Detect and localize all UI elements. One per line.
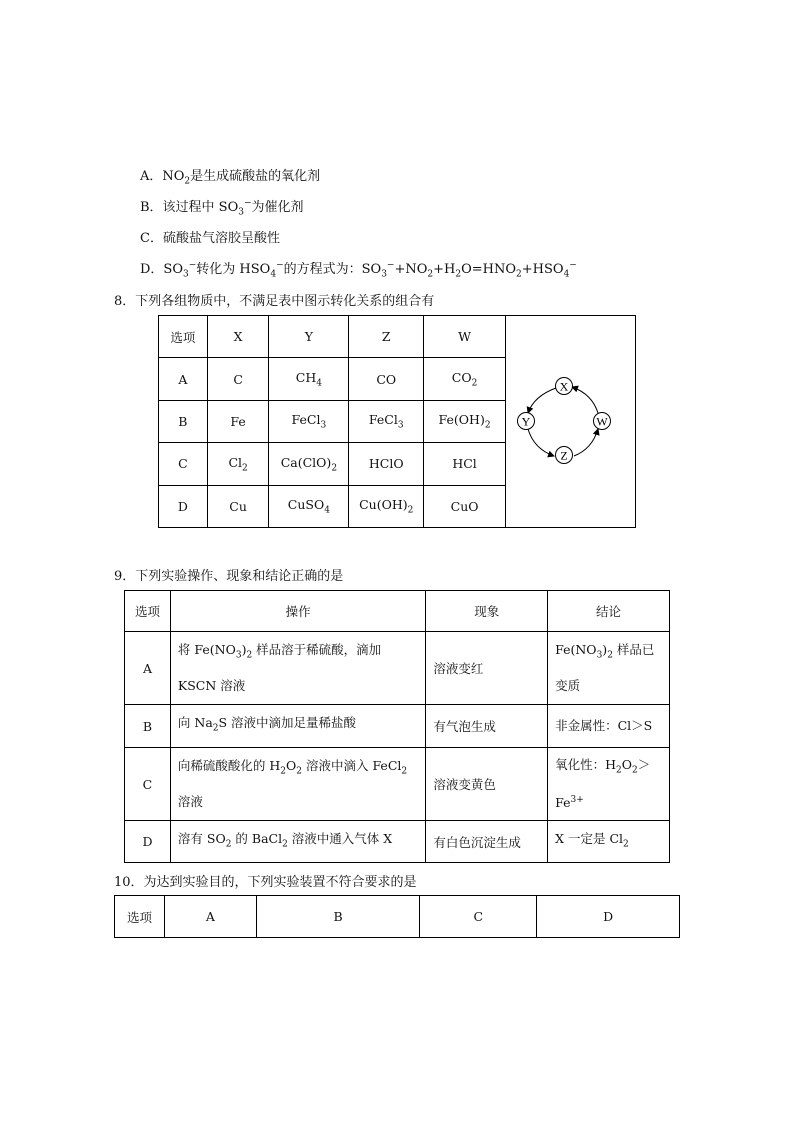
q9-cell: B (125, 705, 171, 748)
q8-table (158, 315, 636, 528)
q9-cell: 溶液变黄色 (426, 748, 548, 821)
cycle-diagram-cell (505, 316, 635, 528)
node-y (518, 413, 535, 430)
option-d: D．$SO_3^-$转化为 $HSO_4^-$的方程式为：$SO_3^-+NO_2+H_2O=HNO_2+HSO_4^-$ (140, 260, 577, 280)
q9-cell: X 一定是 $Cl_2$ (548, 821, 670, 863)
q9-row-d (125, 821, 670, 863)
q10-header-b: B (256, 896, 420, 938)
option-c: C．硫酸盐气溶胶呈酸性 (140, 231, 280, 246)
svg-text:W: W (596, 414, 609, 429)
q9-header-operation: 操作 (170, 591, 425, 632)
q9-cell: 氧化性：$H_2O_2>$ $Fe^{3+}$ (548, 748, 670, 821)
arrow-y-to-z (528, 429, 554, 456)
q9-cell: 溶有 $SO_2$ 的 BaCl$_2$ 溶液中通入气体 X (170, 821, 425, 863)
q9-cell: 溶液变红 (426, 632, 548, 705)
q8-cell: CuO (424, 485, 506, 527)
q8-cell: B (159, 400, 208, 442)
q9-cell: 将 $Fe(NO_3)_2$ 样品溶于稀硫酸，滴加 KSCN 溶液 (170, 632, 425, 705)
q9-row-a (125, 632, 670, 705)
q8-cell: A (159, 358, 208, 400)
q8-cell: $CH_4$ (269, 358, 349, 400)
q9-cell: $Fe(NO_3)_2$ 样品已 变质 (548, 632, 670, 705)
q9-cell: 有白色沉淀生成 (426, 821, 548, 863)
q8-cell: FeCl$_3$ (269, 400, 349, 442)
node-w (594, 413, 611, 430)
q10-header-option: 选项 (115, 896, 165, 938)
q8-header-x: X (207, 316, 269, 358)
question-9: 9．下列实验操作、现象和结论正确的是 (114, 569, 344, 584)
q8-header-option: 选项 (159, 316, 208, 358)
q9-header-option: 选项 (125, 591, 171, 632)
node-z (556, 447, 573, 464)
q8-header-w: W (424, 316, 506, 358)
q9-header-phenomenon: 现象 (426, 591, 548, 632)
q9-table (124, 590, 670, 863)
svg-text:Y: Y (522, 414, 531, 429)
q10-header-d: D (537, 896, 680, 938)
q9-cell: 有气泡生成 (426, 705, 548, 748)
q9-cell: A (125, 632, 171, 705)
q8-cell: $Ca(ClO)_2$ (269, 443, 349, 485)
option-a: A．$NO_2$是生成硫酸盐的氧化剂 (140, 169, 321, 187)
q8-cell: HClO (349, 443, 424, 485)
q9-row-b (125, 705, 670, 748)
q8-cell: $Cu(OH)_2$ (349, 485, 424, 527)
q9-row-c (125, 748, 670, 821)
q8-cell: HCl (424, 443, 506, 485)
q8-cell: C (159, 443, 208, 485)
q9-cell: 非金属性：Cl＞S (548, 705, 670, 748)
q9-header-conclusion: 结论 (548, 591, 670, 632)
q8-cell: C (207, 358, 269, 400)
q8-header-z: Z (349, 316, 424, 358)
arrow-z-to-w (574, 429, 598, 456)
q9-cell: 向 $Na_2S$ 溶液中滴加足量稀盐酸 (170, 705, 425, 748)
svg-text:Z: Z (560, 448, 569, 463)
node-x (556, 378, 573, 395)
option-b: B．该过程中 $SO_3^-$为催化剂 (140, 198, 304, 218)
arrow-x-to-y (528, 388, 556, 413)
q10-header-c: C (420, 896, 537, 938)
q9-cell: D (125, 821, 171, 863)
q8-cell: Fe (207, 400, 269, 442)
question-10: 10．为达到实验目的，下列实验装置不符合要求的是 (114, 875, 417, 890)
q9-cell: 向稀硫酸酸化的 $H_2O_2$ 溶液中滴入 FeCl$_2$ 溶液 (170, 748, 425, 821)
q8-cell: CO (349, 358, 424, 400)
q8-cell: $CO_2$ (424, 358, 506, 400)
q8-header-y: Y (269, 316, 349, 358)
q10-table (114, 895, 680, 938)
svg-text:X: X (560, 379, 569, 394)
q8-cell: Cu (207, 485, 269, 527)
q8-cell: $Fe(OH)_2$ (424, 400, 506, 442)
cycle-diagram (506, 316, 634, 524)
q10-header-a: A (164, 896, 256, 938)
q8-cell: FeCl$_3$ (349, 400, 424, 442)
q8-cell: CuSO$_4$ (269, 485, 349, 527)
q8-cell: D (159, 485, 208, 527)
question-8: 8．下列各组物质中，不满足表中图示转化关系的组合有 (114, 294, 435, 309)
q8-cell: $Cl_2$ (207, 443, 269, 485)
arrow-w-to-x (572, 387, 598, 413)
q9-cell: C (125, 748, 171, 821)
